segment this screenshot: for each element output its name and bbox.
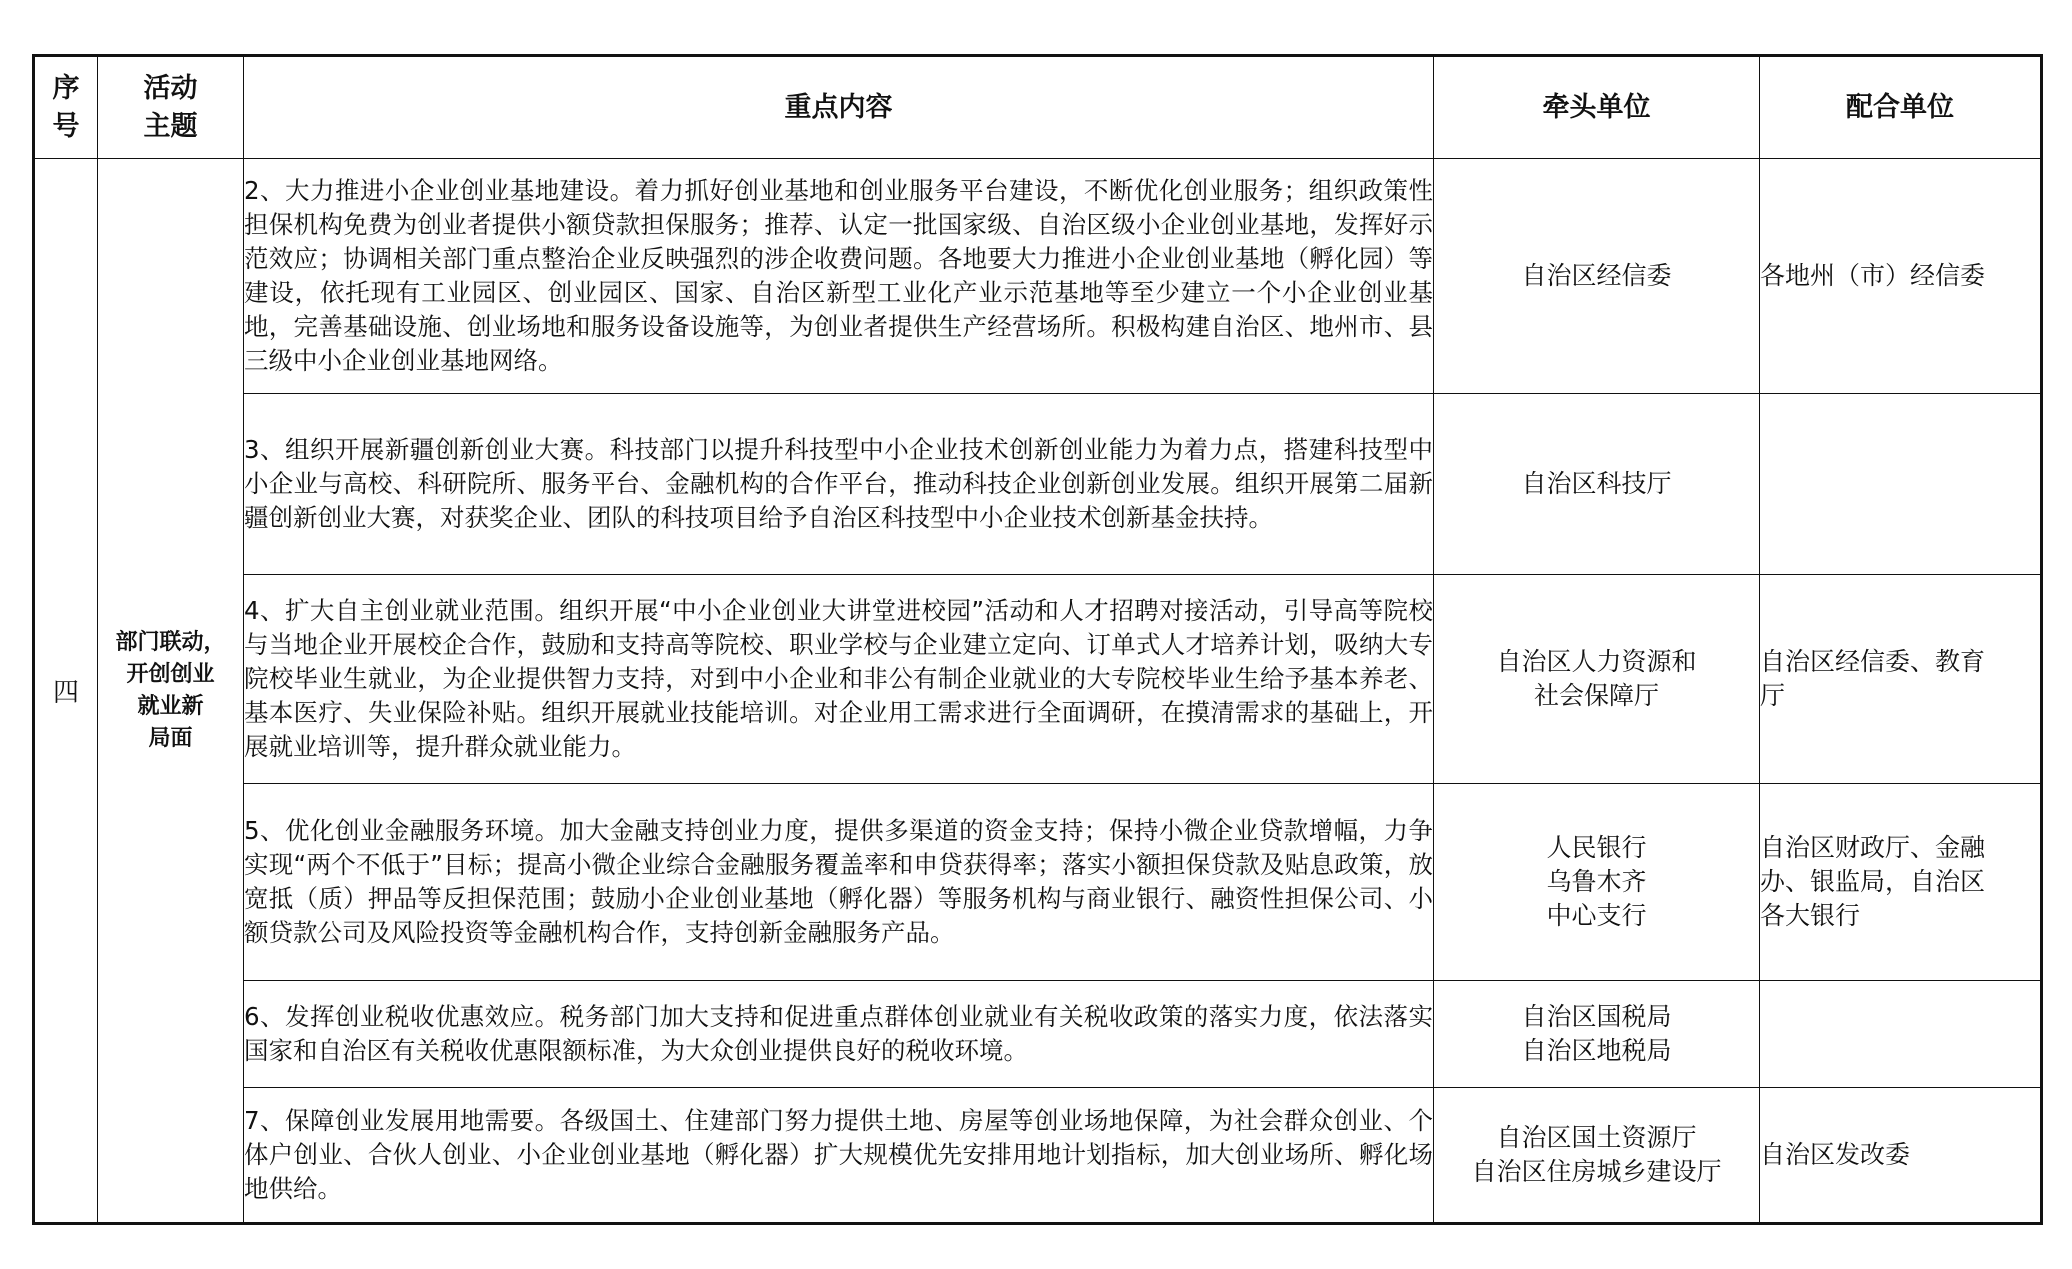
header-theme-line: 活动 — [143, 72, 198, 104]
row-content: 7、保障创业发展用地需要。各级国土、住建部门努力提供土地、房屋等创业场地保障，为社会群众创业、个体户创业、合伙人创业、小企业创业基地（孵化器）扩大规模优先安排用地计划指标，加大创业场所、孵化场地供给。 — [244, 1088, 1434, 1224]
table-row — [34, 394, 2042, 575]
header-seq — [34, 56, 98, 159]
row-lead-unit — [1434, 394, 1760, 575]
table-row — [34, 784, 2042, 981]
document-sheet — [32, 54, 2040, 1224]
row-content: 3、组织开展新疆创新创业大赛。科技部门以提升科技型中小企业技术创新创业能力为着力点，搭建科技型中小企业与高校、科研院所、服务平台、金融机构的合作平台，推动科技企业创新创业发展。组织开展第二届新疆创新创业大赛，对获奖企业、团队的科技项目给予自治区科技型中小企业技术创新基金扶持。 — [244, 394, 1434, 575]
group-theme-line: 部门联动， — [115, 629, 226, 655]
lead-unit-line: 自治区人力资源和 — [1496, 647, 1697, 676]
row-lead-unit — [1434, 575, 1760, 784]
coop-unit-line: 自治区经信委、教育 — [1760, 647, 1986, 676]
row-coop-unit — [1760, 159, 2042, 394]
row-coop-unit — [1760, 784, 2042, 981]
lead-unit-line: 中心支行 — [1546, 901, 1647, 930]
lead-unit-line: 自治区经信委 — [1521, 261, 1672, 290]
row-lead-unit — [1434, 784, 1760, 981]
coop-unit-line: 办、银监局，自治区 — [1760, 867, 1986, 896]
group-seq: 四 — [34, 159, 98, 1224]
coop-unit-line: 自治区财政厅、金融 — [1760, 833, 1986, 862]
coop-unit-line: 各大银行 — [1760, 901, 1861, 930]
coop-unit-line: 自治区发改委 — [1760, 1140, 1911, 1169]
lead-unit-line: 乌鲁木齐 — [1546, 867, 1647, 896]
table-row — [34, 1088, 2042, 1224]
lead-unit-line: 自治区国税局 — [1521, 1002, 1672, 1031]
coop-unit-line: 厅 — [1760, 681, 1786, 710]
row-content: 2、大力推进小企业创业基地建设。着力抓好创业基地和创业服务平台建设，不断优化创业服务；组织政策性担保机构免费为创业者提供小额贷款担保服务；推荐、认定一批国家级、自治区级小企业创业基地，发挥好示范效应；协调相关部门重点整治企业反映强烈的涉企收费问题。各地要大力推进小企业创业基地（孵化园）等建设，依托现有工业园区、创业园区、国家、自治区新型工业化产业示范基地等至少建立一个小企业创业基地，完善基础设施、创业场地和服务设备设施等，为创业者提供生产经营场所。积极构建自治区、地州市、县三级中小企业创业基地网络。 — [244, 159, 1434, 394]
lead-unit-line: 自治区国土资源厅 — [1496, 1123, 1697, 1152]
lead-unit-line: 自治区科技厅 — [1521, 469, 1672, 498]
row-lead-unit — [1434, 159, 1760, 394]
header-content: 重点内容 — [244, 56, 1434, 159]
table-row — [34, 159, 2042, 394]
header-seq-line: 号 — [52, 110, 80, 142]
group-theme-line: 开创创业 — [126, 661, 215, 687]
header-theme — [98, 56, 244, 159]
row-content: 5、优化创业金融服务环境。加大金融支持创业力度，提供多渠道的资金支持；保持小微企业贷款增幅，力争实现“两个不低于”目标；提高小微企业综合金融服务覆盖率和申贷获得率；落实小额担保贷款及贴息政策，放宽抵（质）押品等反担保范围；鼓励小企业创业基地（孵化器）等服务机构与商业银行、融资性担保公司、小额贷款公司及风险投资等金融机构合作，支持创新金融服务产品。 — [244, 784, 1434, 981]
lead-unit-line: 自治区住房城乡建设厅 — [1471, 1157, 1722, 1186]
header-seq-line: 序 — [52, 72, 80, 104]
lead-unit-line: 自治区地税局 — [1521, 1036, 1672, 1065]
header-coop: 配合单位 — [1760, 56, 2042, 159]
row-content: 6、发挥创业税收优惠效应。税务部门加大支持和促进重点群体创业就业有关税收政策的落实力度，依法落实国家和自治区有关税收优惠限额标准，为大众创业提供良好的税收环境。 — [244, 981, 1434, 1088]
header-theme-line: 主题 — [143, 110, 198, 142]
row-coop-unit — [1760, 394, 2042, 575]
lead-unit-line: 社会保障厅 — [1533, 681, 1659, 710]
table-header-row — [34, 56, 2042, 159]
table-row — [34, 575, 2042, 784]
row-content: 4、扩大自主创业就业范围。组织开展“中小企业创业大讲堂进校园”活动和人才招聘对接活动，引导高等院校与当地企业开展校企合作，鼓励和支持高等院校、职业学校与企业建立定向、订单式人才培养计划，吸纳大专院校毕业生就业，为企业提供智力支持，对到中小企业和非公有制企业就业的大专院校毕业生给予基本养老、基本医疗、失业保险补贴。组织开展就业技能培训。对企业用工需求进行全面调研，在摸清需求的基础上，开展就业培训等，提升群众就业能力。 — [244, 575, 1434, 784]
row-lead-unit — [1434, 981, 1760, 1088]
row-coop-unit — [1760, 1088, 2042, 1224]
header-lead: 牵头单位 — [1434, 56, 1760, 159]
group-theme-line: 就业新 — [137, 693, 204, 719]
row-lead-unit — [1434, 1088, 1760, 1224]
group-theme-line: 局面 — [148, 725, 193, 751]
group-theme — [98, 159, 244, 1224]
coop-unit-line: 各地州（市）经信委 — [1760, 261, 1986, 290]
row-coop-unit — [1760, 575, 2042, 784]
lead-unit-line: 人民银行 — [1546, 833, 1647, 862]
activity-table — [32, 54, 2043, 1225]
table-row — [34, 981, 2042, 1088]
row-coop-unit — [1760, 981, 2042, 1088]
